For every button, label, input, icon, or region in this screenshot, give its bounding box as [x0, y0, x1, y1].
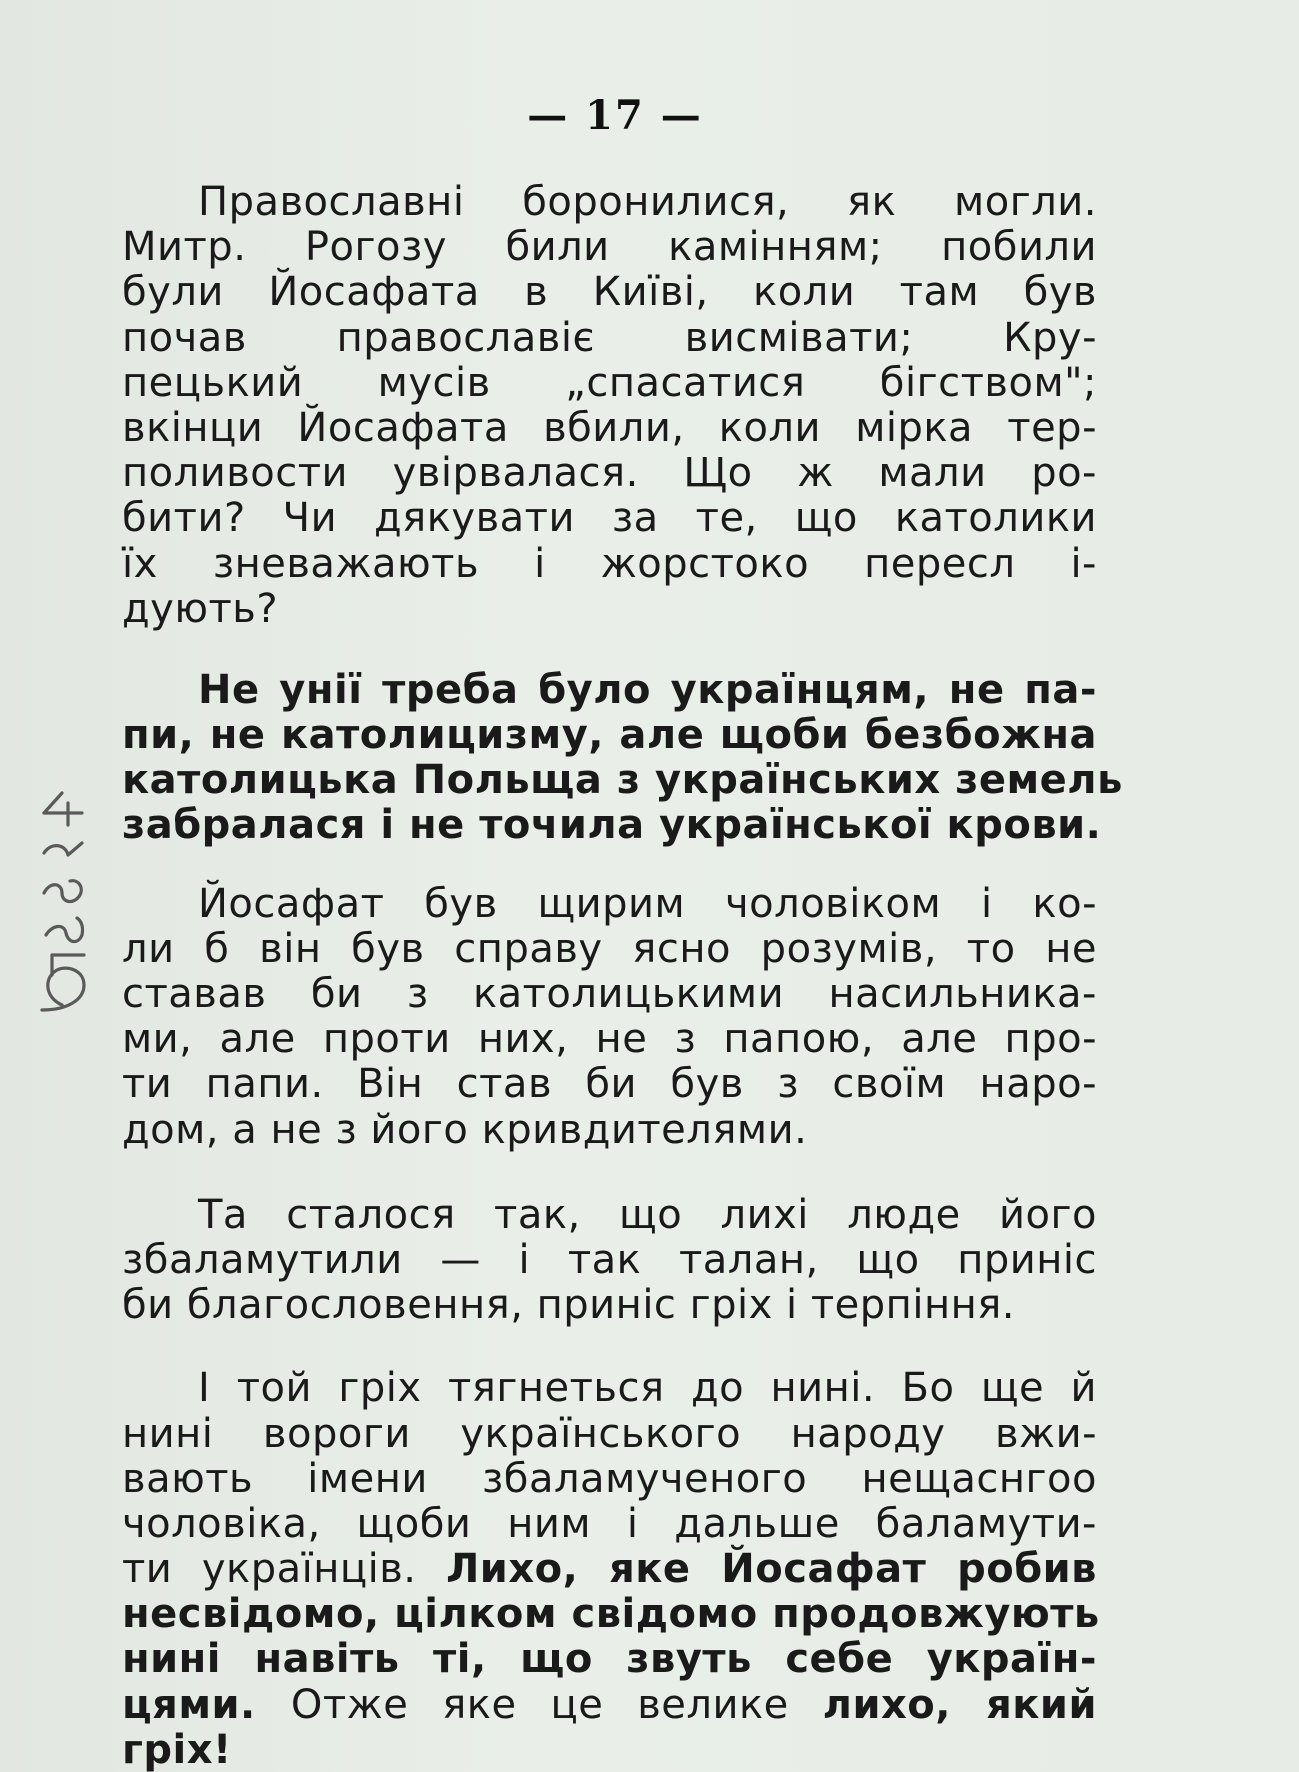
- text-line: нині вороги українського народу вжи-: [122, 1410, 1097, 1457]
- text-line: збаламутили — і так талан, що приніс: [122, 1236, 1097, 1283]
- text-line: бити? Чи дякувати за те, що католики: [122, 495, 1097, 542]
- handwritten-catalog-mark: [22, 775, 102, 1035]
- paragraph-gap: [122, 849, 1097, 882]
- article-body: [122, 179, 1123, 1772]
- paragraph-gap: [122, 1328, 1097, 1366]
- text-run: лихо, який: [822, 1681, 1097, 1728]
- text-run: Лихо, яке Йосафат робив: [446, 1546, 1097, 1593]
- text-line: пи, не католицизму, але щоби безбожна: [122, 712, 1097, 759]
- paragraph-p3: [122, 882, 1097, 1153]
- text-line: Йосафат був щирим чоловіком і ко-: [198, 880, 1097, 927]
- text-line: Та сталося так, що лихі люде його: [198, 1191, 1097, 1238]
- paragraph-p4: [122, 1193, 1097, 1329]
- text-line: І той гріх тягнеться до нині. Бо ще й: [198, 1365, 1097, 1412]
- text-line: вкінци Йосафата вбили, коли мірка тер-: [122, 404, 1097, 451]
- text-line: ставав би з католицькими насильника-: [122, 971, 1097, 1017]
- text-line: нині навіть ті, що звуть себе україн-: [122, 1636, 1097, 1683]
- text-line: Не унії треба було українцям, не па-: [198, 666, 1097, 713]
- text-line: поливости увірвалася. Що ж мали ро-: [122, 450, 1097, 497]
- text-line: чоловіка, щоби ним і дальше баламути-: [122, 1500, 1097, 1547]
- paragraph-p2: [122, 666, 1123, 849]
- text-line: забралася і не точила української крови.: [122, 802, 1102, 849]
- text-run: Отже яке це велике: [290, 1681, 823, 1728]
- paragraph-p5: [122, 1365, 1100, 1772]
- text-line: ти папи. Він став би був з своїм наро-: [122, 1061, 1097, 1108]
- text-line: католицька Польща з українських земель: [122, 757, 1123, 804]
- text-line: почав православіє висмівати; Кру-: [122, 314, 1097, 361]
- text-line: вають імени збаламученого нещаснгоо: [122, 1455, 1097, 1502]
- text-line: [122, 1683, 1097, 1728]
- text-line: ли б він був справу ясно розумів, то не: [122, 925, 1097, 972]
- text-line: несвідомо, цілком свідомо продовжують: [122, 1591, 1100, 1638]
- text-run: ти українців.: [122, 1546, 447, 1593]
- page-number: — 17 —: [527, 92, 703, 139]
- text-line: [122, 1547, 1097, 1592]
- text-line: ми, але проти них, не з папою, але про-: [122, 1016, 1097, 1063]
- paragraph-p1: [122, 180, 1097, 632]
- text-line: гріх!: [122, 1726, 232, 1772]
- text-line: дують?: [122, 585, 279, 632]
- text-line: були Йосафата в Київі, коли там був: [122, 269, 1097, 316]
- text-line: їх зневажають і жорстоко пересл і-: [122, 540, 1097, 587]
- text-line: би благословення, приніс гріх і терпіння.: [122, 1282, 1016, 1329]
- paragraph-gap: [122, 1153, 1097, 1193]
- text-line: Митр. Рогозу били камінням; побили: [122, 224, 1097, 271]
- paragraph-gap: [122, 632, 1097, 668]
- text-line: Православні боронилися, як могли.: [198, 179, 1097, 225]
- text-line: дом, а не з його кривдителями.: [122, 1106, 808, 1153]
- text-line: пецький мусів „спасатися бігством";: [122, 359, 1097, 406]
- text-run: цями.: [122, 1681, 291, 1728]
